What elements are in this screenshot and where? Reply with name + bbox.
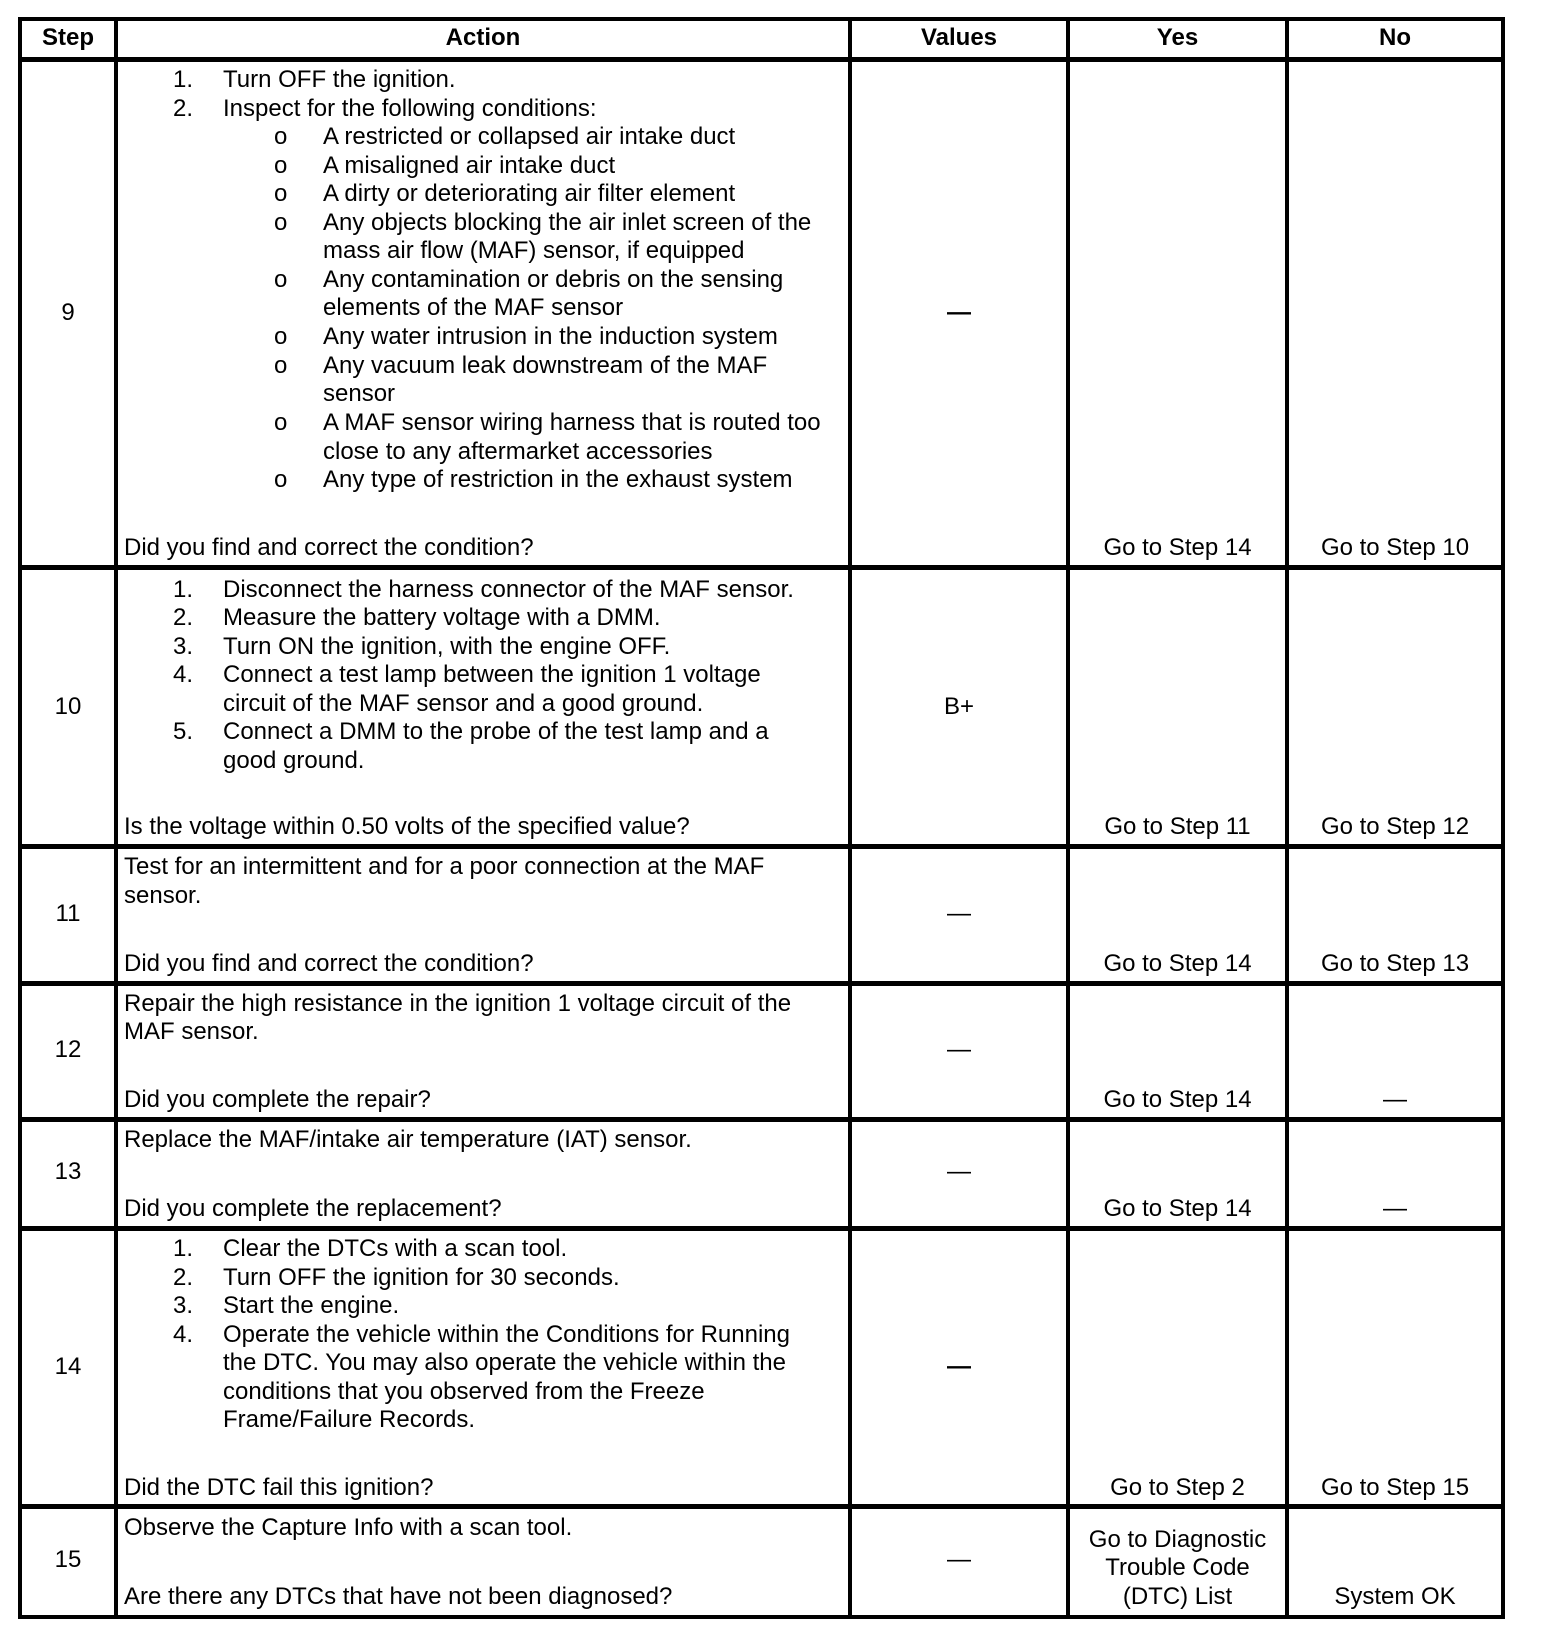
value-text: — [947,900,971,927]
list-number: 1. [173,1235,194,1262]
no-action: — [1383,1195,1407,1222]
bullet-marker: o [274,180,288,207]
sub-list-item: close to any aftermarket accessories [323,438,713,465]
grid-line [18,1504,1505,1509]
grid-line [18,1226,1505,1231]
header-step: Step [41,24,94,51]
no-action: — [1383,1086,1407,1113]
action-text: Test for an intermittent and for a poor connection at the MAF [124,853,765,880]
header-no: No [1379,24,1411,51]
list-number: 1. [173,66,194,93]
list-item: Turn ON the ignition, with the engine OFF. [223,633,671,660]
sub-list-item: Any objects blocking the air inlet screen of the [323,209,812,236]
grid-line [114,17,118,1619]
sub-list-item: A misaligned air intake duct [323,152,616,179]
step-number: 9 [61,299,75,326]
sub-list-item: sensor [323,380,396,407]
question-text: Are there any DTCs that have not been diagnosed? [124,1583,673,1610]
list-number: 2. [173,604,194,631]
question-text: Is the voltage within 0.50 volts of the specified value? [124,813,690,840]
step-number: 10 [54,693,82,720]
no-action: Go to Step 10 [1320,534,1470,561]
list-item: Clear the DTCs with a scan tool. [223,1235,568,1262]
header-yes: Yes [1156,24,1199,51]
yes-action-line: (DTC) List [1122,1583,1233,1610]
list-number: 4. [173,1321,194,1348]
header-action: Action [445,24,521,51]
value-text: — [947,1353,971,1380]
list-item: conditions that you observed from the Freeze [223,1378,705,1405]
yes-action: Go to Step 14 [1103,950,1252,977]
grid-line [1501,17,1505,1619]
list-number: 5. [173,718,194,745]
sub-list-item: mass air flow (MAF) sensor, if equipped [323,237,745,264]
bullet-marker: o [274,323,288,350]
list-number: 1. [173,576,194,603]
step-number: 11 [55,900,81,927]
list-number: 3. [173,633,194,660]
list-number: 2. [173,95,194,122]
sub-list-item: Any contamination or debris on the sensing [323,266,784,293]
yes-action: Go to Step 14 [1103,1195,1252,1222]
sub-list-item: A restricted or collapsed air intake duct [323,123,736,150]
grid-line [18,1615,1505,1619]
sub-list-item: A dirty or deteriorating air filter element [323,180,736,207]
grid-line [18,57,1505,62]
action-text: MAF sensor. [124,1018,259,1045]
value-text: — [947,1158,971,1185]
list-number: 4. [173,661,194,688]
question-text: Did you complete the replacement? [124,1195,502,1222]
bullet-marker: o [274,266,288,293]
list-number: 3. [173,1292,194,1319]
bullet-marker: o [274,209,288,236]
sub-list-item: Any type of restriction in the exhaust system [323,466,793,493]
yes-action-line: Trouble Code [1105,1554,1250,1581]
sub-list-item: A MAF sensor wiring harness that is routed too [323,409,821,436]
action-text: Replace the MAF/intake air temperature (IAT) sensor. [124,1126,692,1153]
sub-list-item: Any vacuum leak downstream of the MAF [323,352,768,379]
value-text: — [947,299,971,326]
list-item: Turn OFF the ignition for 30 seconds. [223,1264,620,1291]
grid-line [18,844,1505,849]
no-action: Go to Step 13 [1320,950,1470,977]
step-number: 14 [54,1353,82,1380]
yes-action-line: Go to Diagnostic [1088,1526,1267,1553]
list-item: Frame/Failure Records. [223,1406,476,1433]
step-number: 13 [54,1158,82,1185]
list-item: Connect a DMM to the probe of the test lamp and a [223,718,769,745]
no-action: System OK [1334,1583,1456,1610]
action-text: Repair the high resistance in the ignition 1 voltage circuit of the [124,990,792,1017]
question-text: Did you find and correct the condition? [124,534,534,561]
action-text: sensor. [124,882,202,909]
bullet-marker: o [274,409,288,436]
grid-line [18,565,1505,570]
list-number: 2. [173,1264,194,1291]
yes-action: Go to Step 2 [1110,1474,1245,1501]
grid-line [18,1117,1505,1122]
no-action: Go to Step 15 [1320,1474,1470,1501]
list-item: Start the engine. [223,1292,400,1319]
grid-line [18,17,1505,21]
header-values: Values [920,24,998,51]
sub-list-item: Any water intrusion in the induction system [323,323,778,350]
list-item: Operate the vehicle within the Conditions for Running [223,1321,790,1348]
step-number: 12 [54,1036,82,1063]
question-text: Did you find and correct the condition? [124,950,534,977]
list-item: circuit of the MAF sensor and a good ground. [223,690,704,717]
grid-line [18,981,1505,986]
bullet-marker: o [274,123,288,150]
list-item: Connect a test lamp between the ignition 1 voltage [223,661,761,688]
list-item: Turn OFF the ignition. [223,66,456,93]
bullet-marker: o [274,466,288,493]
step-number: 15 [54,1546,82,1573]
list-item: Disconnect the harness connector of the MAF sensor. [223,576,794,603]
value-text: B+ [943,693,975,720]
list-item: the DTC. You may also operate the vehicle within the [223,1349,786,1376]
list-item: Inspect for the following conditions: [223,95,597,122]
yes-action: Go to Step 14 [1103,1086,1252,1113]
sub-list-item: elements of the MAF sensor [323,294,624,321]
action-text: Observe the Capture Info with a scan tool. [124,1514,573,1541]
value-text: — [947,1036,971,1063]
list-item: Measure the battery voltage with a DMM. [223,604,661,631]
yes-action: Go to Step 11 [1104,813,1251,840]
value-text: — [947,1546,971,1573]
list-item: good ground. [223,747,365,774]
bullet-marker: o [274,352,288,379]
yes-action: Go to Step 14 [1103,534,1252,561]
question-text: Did the DTC fail this ignition? [124,1474,434,1501]
question-text: Did you complete the repair? [124,1086,431,1113]
bullet-marker: o [274,152,288,179]
no-action: Go to Step 12 [1320,813,1470,840]
